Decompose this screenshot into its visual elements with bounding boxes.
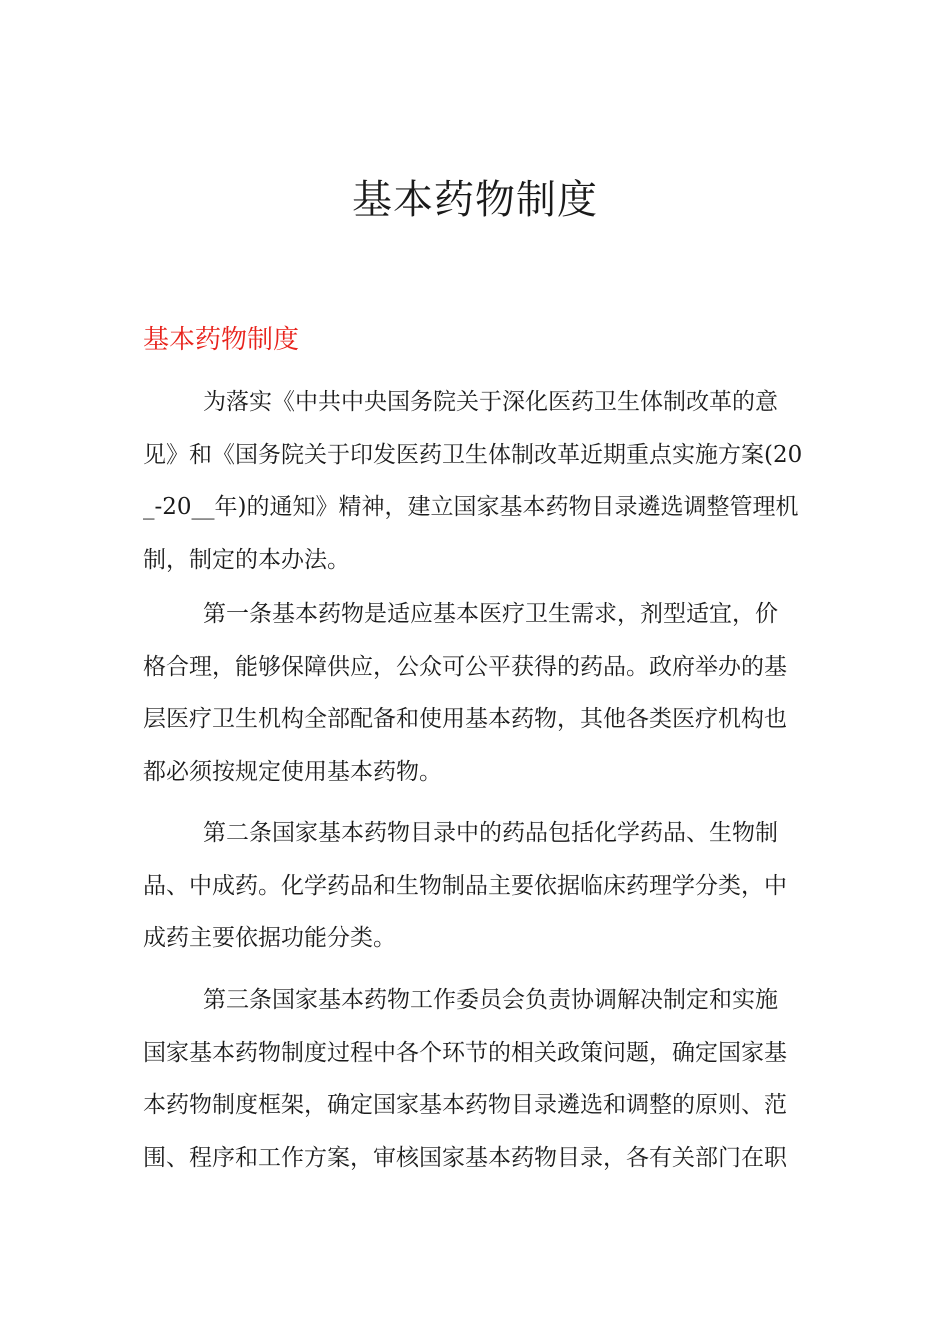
- paragraph-3: [143, 807, 811, 965]
- paragraph-4: [143, 974, 811, 1184]
- paragraph-line: 格合理，能够保障供应，公众可公平获得的药品。政府举办的基: [143, 653, 787, 680]
- document-title: 基本药物制度: [352, 177, 598, 223]
- paragraph-line: 为落实《中共中央国务院关于深化医药卫生体制改革的意: [203, 389, 778, 415]
- paragraph-line: 都必须按规定使用基本药物。: [143, 758, 442, 785]
- paragraph-line: 第一条基本药物是适应基本医疗卫生需求，剂型适宜，价: [203, 601, 778, 627]
- paragraph-1: [143, 376, 811, 586]
- paragraph-line: 围、程序和工作方案，审核国家基本药物目录，各有关部门在职: [143, 1144, 787, 1171]
- paragraph-line: 制，制定的本办法。: [143, 546, 350, 573]
- paragraph-line: _-20__年)的通知》精神，建立国家基本药物目录遴选调整管理机: [143, 494, 799, 520]
- paragraph-line: 品、中成药。化学药品和生物制品主要依据临床药理学分类，中: [143, 872, 787, 899]
- paragraph-line: 本药物制度框架，确定国家基本药物目录遴选和调整的原则、范: [143, 1092, 787, 1118]
- paragraph-line: 第二条国家基本药物目录中的药品包括化学药品、生物制: [203, 820, 778, 846]
- paragraph-line: 国家基本药物制度过程中各个环节的相关政策问题，确定国家基: [143, 1039, 787, 1066]
- paragraph-2: [143, 588, 811, 798]
- paragraph-line: 层医疗卫生机构全部配备和使用基本药物，其他各类医疗机构也: [143, 706, 787, 732]
- paragraph-line: 第三条国家基本药物工作委员会负责协调解决制定和实施: [203, 987, 778, 1013]
- paragraph-line: 成药主要依据功能分类。: [143, 925, 396, 951]
- paragraph-line: 见》和《国务院关于印发医药卫生体制改革近期重点实施方案(20: [143, 441, 803, 468]
- section-heading: 基本药物制度: [143, 325, 300, 355]
